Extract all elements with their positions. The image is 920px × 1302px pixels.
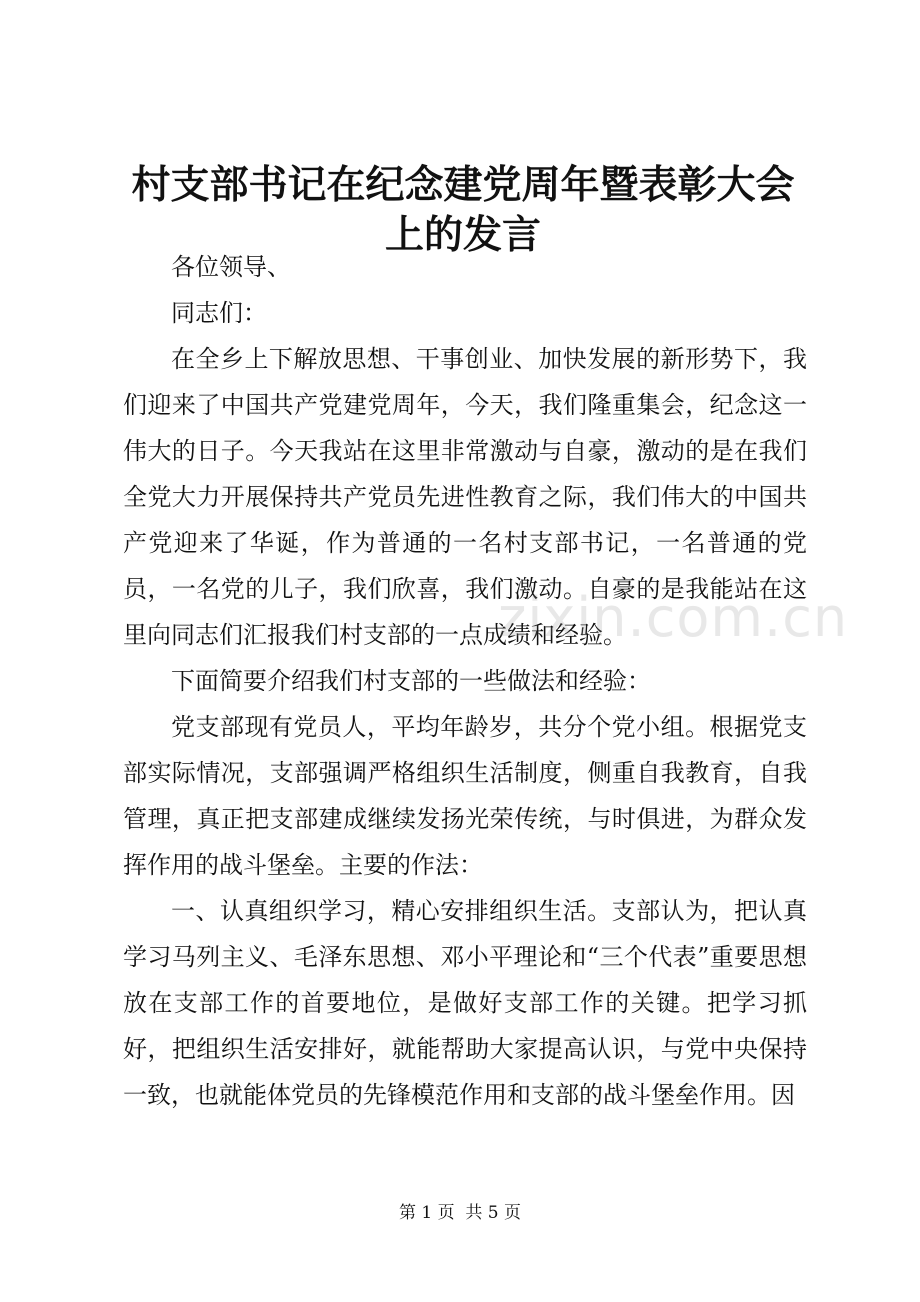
document-title: 村支部书记在纪念建党周年暨表彰大会上的发言 xyxy=(131,162,795,258)
paragraph-branch-status: 党支部现有党员人，平均年龄岁，共分个党小组。根据党支部实际情况，支部强调严格组织生活制度，侧重自我教育，自我管理，真正把支部建成继续发扬光荣传统，与时俱进，为群众发挥作用的战斗堡垒。主要的作法： xyxy=(123,713,807,879)
page-total: 共 5 页 xyxy=(465,1203,522,1223)
page-number: 第 1 页 xyxy=(398,1203,455,1223)
salutation-comrades: 同志们： xyxy=(171,299,267,327)
paragraph-overview: 下面简要介绍我们村支部的一些做法和经验： xyxy=(171,667,651,695)
page-footer xyxy=(0,1198,920,1223)
watermark-text: zixin.com.cn xyxy=(498,586,849,649)
document-body xyxy=(123,244,807,1118)
paragraph-intro: 在全乡上下解放思想、干事创业、加快发展的新形势下，我们迎来了中国共产党建党周年，今天，我们隆重集会，纪念这一伟大的日子。今天我站在这里非常激动与自豪，激动的是在我们全党大力开展保持共产党员先进性教育之际，我们伟大的中国共产党迎来了华诞，作为普通的一名村支部书记，一名普通的党员，一名党的儿子，我们欣喜，我们激动。自豪的是我能站在这里向同志们汇报我们村支部的一点成绩和经验。 xyxy=(123,345,807,649)
salutation-leaders: 各位领导、 xyxy=(171,253,291,281)
paragraph-section-one: 一、认真组织学习，精心安排组织生活。支部认为，把认真学习马列主义、毛泽东思想、邓小平理论和“三个代表”重要思想放在支部工作的首要地位，是做好支部工作的关键。把学习抓好，把组织生活安排好，就能帮助大家提高认识，与党中央保持一致，也就能体党员的先锋模范作用和支部的战斗堡垒作用。因 xyxy=(123,897,807,1109)
